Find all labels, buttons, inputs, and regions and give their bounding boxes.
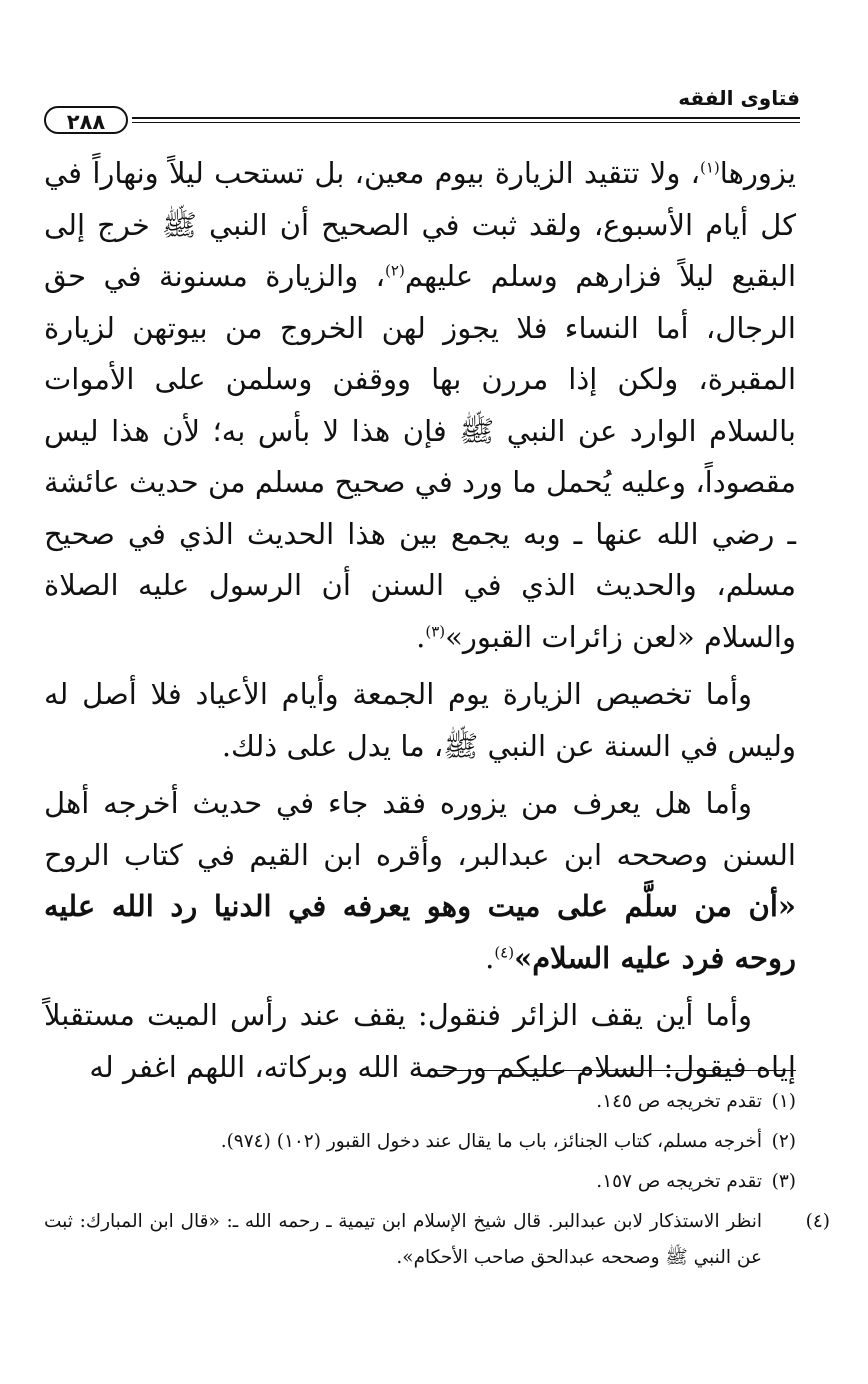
paragraph-text: وأما أين يقف الزائر فنقول: يقف عند رأس الميت مستقبلاً إياه فيقول: السلام عليكم ورحمة الله وبركاته، اللهم اغفر له (44, 998, 796, 1084)
paragraph-text: ، والزيارة مسنونة في حق الرجال، أما النساء فلا يجوز لهن الخروج من بيوتهن لزيارة المقبرة، ولكن إذا مررن بها ووقفن وسلمن على الأموات بالسلام الوارد عن النبي ﷺ فإن هذا لا بأس به؛ لأن هذا ليس مقصوداً، وعليه يُحمل ما ورد في صحيح مسلم من حديث عائشة ـ رضي الله عنها ـ وبه يجمع بين هذا الحديث الذي في صحيح مسلم، والحديث الذي في السنن أن الرسول عليه الصلاة والسلام «لعن زائرات القبور» (44, 259, 796, 654)
footnote-item (44, 1124, 796, 1160)
paragraph (44, 669, 796, 772)
footnote-separator (432, 1070, 796, 1071)
header-rule-thin (132, 122, 800, 123)
footnote-text: أخرجه مسلم، كتاب الجنائز، باب ما يقال عند دخول القبور (١٠٢) (٩٧٤). (220, 1131, 762, 1152)
paragraph-text: وأما هل يعرف من يزوره فقد جاء في حديث أخرجه أهل السنن وصححه ابن عبدالبر، وأقره ابن القيم في كتاب الروح (44, 786, 796, 872)
paragraph (44, 148, 796, 663)
page-number-badge: ٢٨٨ (44, 106, 128, 134)
paragraph (44, 778, 796, 984)
paragraph-text: وأما تخصيص الزيارة يوم الجمعة وأيام الأعياد فلا أصل له وليس في السنة عن النبي ﷺ، ما يدل على ذلك. (44, 677, 796, 763)
footnote-ref: (٣) (425, 621, 446, 640)
quoted-hadith: «أن من سلَّم على ميت وهو يعرفه في الدنيا رد الله عليه روحه فرد عليه السلام» (44, 889, 796, 975)
footnote-text: تقدم تخريجه ص ١٥٧. (596, 1171, 762, 1192)
paragraph (44, 990, 796, 1093)
footnote-ref: (١) (700, 158, 720, 177)
paragraph-text: يزورها (719, 156, 796, 190)
footnote-text: تقدم تخريجه ص ١٤٥. (596, 1091, 762, 1112)
paragraph-text: . (416, 619, 426, 654)
header-rule (132, 117, 800, 119)
paragraph-text: ، ولا تتقيد الزيارة بيوم معين، بل تستحب ليلاً ونهاراً في كل أيام الأسبوع، ولقد ثبت في الصحيح أن النبي ﷺ خرج إلى البقيع ليلاً فزارهم وسلم عليهم (44, 156, 797, 293)
main-text (44, 148, 796, 1099)
page-header (44, 84, 800, 138)
footnote-item (44, 1164, 796, 1200)
running-title: فتاوى الفقه (678, 86, 800, 110)
footnote-text: انظر الاستذكار لابن عبدالبر. قال شيخ الإسلام ابن تيمية ـ رحمه الله ـ: «قال ابن المبارك: ثبت عن النبي ﷺ وصححه عبدالحق صاحب الأحكام». (44, 1211, 762, 1268)
paragraph-text: . (485, 940, 495, 975)
footnote-number: (٣) (771, 1171, 796, 1192)
footnote-number: (٢) (771, 1131, 796, 1152)
footnotes (44, 1084, 830, 1280)
footnote-number: (١) (771, 1091, 796, 1112)
footnote-item (44, 1204, 830, 1276)
footnote-number: (٤) (805, 1211, 830, 1232)
footnote-ref: (٢) (385, 261, 405, 280)
footnote-item (44, 1084, 796, 1120)
footnote-ref: (٤) (494, 942, 515, 961)
